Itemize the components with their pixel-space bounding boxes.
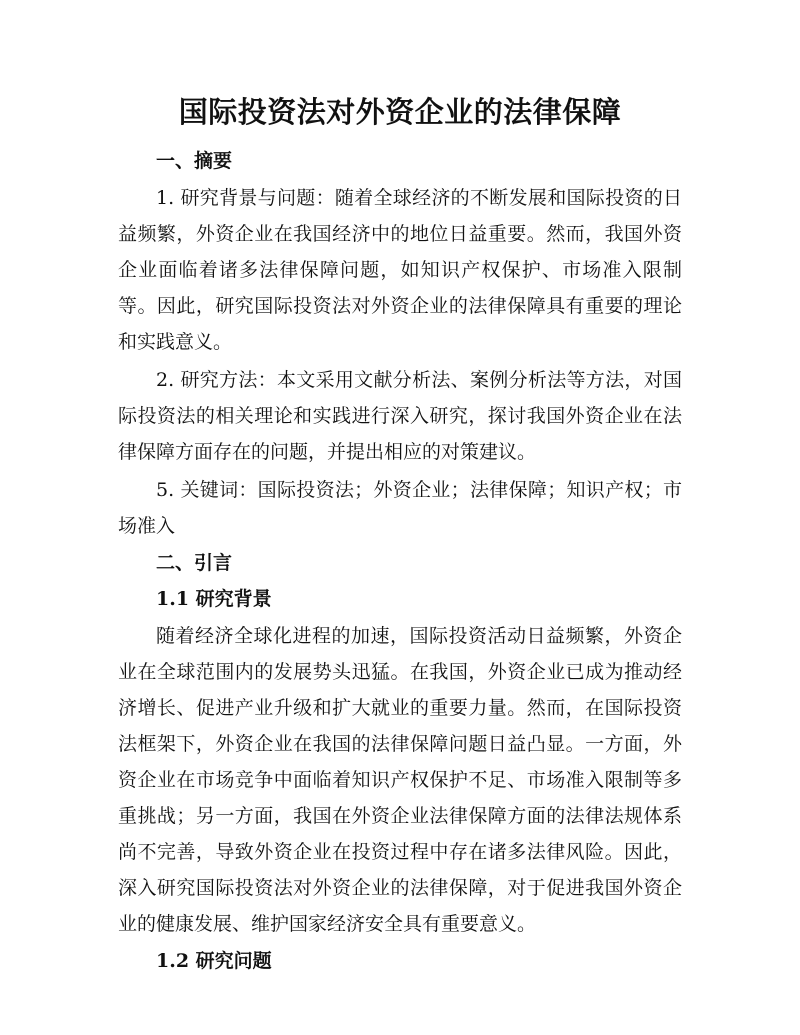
abstract-paragraph-method: 2. 研究方法：本文采用文献分析法、案例分析法等方法，对国际投资法的相关理论和实践进行深入研究，探讨我国外资企业在法律保障方面存在的问题，并提出相应的对策建议。 xyxy=(118,369,682,463)
document-title: 国际投资法对外资企业的法律保障 xyxy=(178,95,622,129)
introduction-paragraph-background: 随着经济全球化进程的加速，国际投资活动日益频繁，外资企业在全球范围内的发展势头迅猛。在我国，外资企业已成为推动经济增长、促进产业升级和扩大就业的重要力量。然而，在国际投资法框架下，外资企业在我国的法律保障问题日益凸显。一方面，外资企业在市场竞争中面临着知识产权保护不足、市场准入限制等多重挑战；另一方面，我国在外资企业法律保障方面的法律法规体系尚不完善，导致外资企业在投资过程中存在诸多法律风险。因此，深入研究国际投资法对外资企业的法律保障，对于促进我国外资企业的健康发展、维护国家经济安全具有重要意义。 xyxy=(118,625,682,935)
abstract-paragraph-background: 1. 研究背景与问题：随着全球经济的不断发展和国际投资的日益频繁，外资企业在我国经济中的地位日益重要。然而，我国外资企业面临着诸多法律保障问题，如知识产权保护、市场准入限制等。因此，研究国际投资法对外资企业的法律保障具有重要的理论和实践意义。 xyxy=(118,187,682,353)
document-page xyxy=(118,90,682,980)
abstract-paragraph-keywords: 5. 关键词：国际投资法；外资企业；法律保障；知识产权；市场准入 xyxy=(118,479,682,537)
section-heading-introduction: 二、引言 xyxy=(156,552,233,574)
subsection-heading-background: 1.1 研究背景 xyxy=(156,588,272,610)
subsection-heading-research-question: 1.2 研究问题 xyxy=(156,950,272,972)
section-heading-abstract: 一、摘要 xyxy=(156,150,233,172)
